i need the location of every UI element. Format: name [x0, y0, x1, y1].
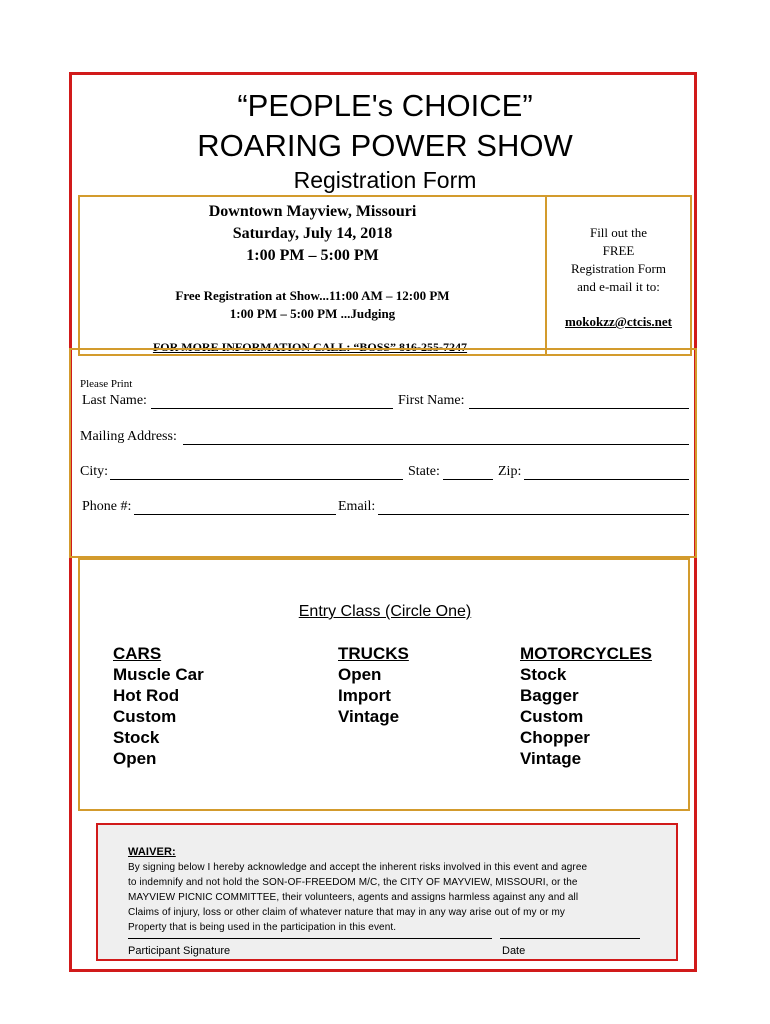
mailing-address-label: Mailing Address:	[80, 429, 177, 444]
waiver-line: MAYVIEW PICNIC COMMITTEE, their volunteers, agents and assigns harmless against any and all	[128, 892, 579, 903]
class-option[interactable]: Open	[113, 749, 157, 768]
class-option[interactable]: Bagger	[520, 686, 579, 705]
event-time: 1:00 PM – 5:00 PM	[246, 247, 379, 264]
city-field[interactable]	[110, 463, 403, 480]
class-option[interactable]: Vintage	[338, 707, 400, 726]
title-line-1: “PEOPLE's CHOICE”	[237, 88, 533, 123]
please-print-label: Please Print	[80, 378, 133, 390]
signature-label: Participant Signature	[128, 945, 231, 957]
event-info-line: FOR MORE INFORMATION CALL: “BOSS” 816-255-7247	[152, 340, 468, 354]
side-note-email[interactable]: mokokzz@ctcis.net	[564, 314, 673, 329]
city-label: City:	[80, 464, 109, 479]
class-option[interactable]: Vintage	[520, 749, 582, 768]
waiver-line: Claims of injury, loss or other claim of whatever nature that may in any way arise out of my or my	[128, 907, 565, 918]
motorcycles-column	[520, 643, 652, 769]
last-name-field[interactable]	[151, 392, 393, 409]
event-location: Downtown Mayview, Missouri	[208, 203, 417, 220]
personal-info-box	[69, 348, 697, 558]
title-line-3: Registration Form	[293, 167, 477, 193]
class-option[interactable]: Import	[338, 686, 391, 705]
cars-column	[113, 643, 204, 769]
motorcycles-header: MOTORCYCLES	[520, 644, 652, 663]
state-label: State:	[408, 464, 440, 479]
class-option[interactable]: Hot Rod	[113, 686, 180, 705]
waiver-heading: WAIVER:	[128, 846, 176, 858]
date-label: Date	[502, 945, 526, 957]
class-option[interactable]: Open	[338, 665, 382, 684]
side-note-line-1: Fill out the	[589, 225, 648, 240]
mailing-address-field[interactable]	[183, 428, 689, 445]
event-judging: 1:00 PM – 5:00 PM ...Judging	[229, 306, 396, 321]
last-name-label: Last Name:	[82, 393, 147, 408]
waiver-line: By signing below I hereby acknowledge and accept the inherent risks involved in this event and agree	[128, 862, 588, 873]
waiver-line: to indemnify and not hold the SON-OF-FREEDOM M/C, the CITY OF MAYVIEW, MISSOURI, or the	[128, 877, 578, 888]
class-option[interactable]: Stock	[520, 665, 567, 684]
event-date: Saturday, July 14, 2018	[232, 225, 393, 242]
signature-field[interactable]	[128, 926, 492, 939]
cars-header: CARS	[113, 644, 162, 663]
title-line-2: ROARING POWER SHOW	[197, 128, 573, 163]
first-name-field[interactable]	[469, 392, 689, 409]
class-option[interactable]: Stock	[113, 728, 160, 747]
trucks-column	[338, 643, 409, 727]
class-option[interactable]: Muscle Car	[113, 665, 204, 684]
email-field[interactable]	[378, 498, 689, 515]
state-field[interactable]	[443, 463, 493, 480]
zip-field[interactable]	[524, 463, 689, 480]
phone-label: Phone #:	[82, 499, 132, 514]
phone-field[interactable]	[134, 498, 336, 515]
event-registration: Free Registration at Show...11:00 AM – 12:00 PM	[175, 288, 450, 303]
entry-class-heading: Entry Class (Circle One)	[298, 603, 472, 620]
side-note-line-2: FREE	[602, 243, 635, 258]
class-option[interactable]: Chopper	[520, 728, 590, 747]
waiver-line: Property that is being used in the participation in this event.	[128, 922, 397, 933]
email-label: Email:	[338, 499, 376, 514]
side-note-line-3: Registration Form	[571, 261, 666, 276]
class-option[interactable]: Custom	[520, 707, 584, 726]
side-note-line-4: and e-mail it to:	[577, 279, 660, 294]
zip-label: Zip:	[498, 464, 522, 479]
class-option[interactable]: Custom	[113, 707, 177, 726]
waiver-text	[128, 845, 648, 935]
date-field[interactable]	[500, 926, 640, 939]
trucks-header: TRUCKS	[338, 644, 409, 663]
first-name-label: First Name:	[398, 393, 465, 408]
